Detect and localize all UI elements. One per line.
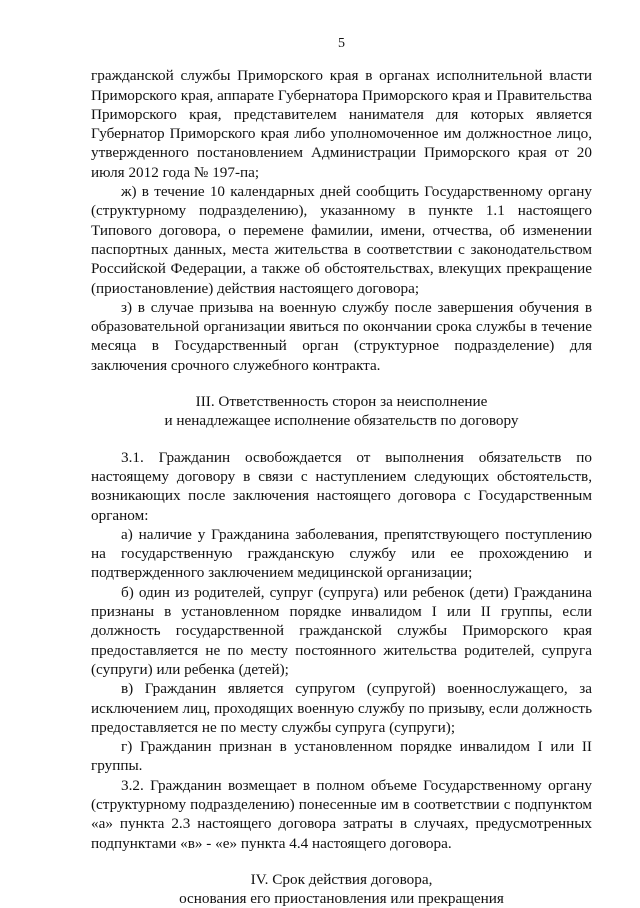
section-4-heading-line-2: основания его приостановления или прекращения <box>179 890 504 908</box>
paragraph-3-1: 3.1. Гражданин освобождается от выполнения обязательств по настоящему договору в связи с наступлением следующих обстоятельств, возникающих после заключения настоящего договора с Государственным органом: <box>91 448 592 524</box>
paragraph-item-zh: ж) в течение 10 календарных дней сообщить Государственному органу (структурному подразделению), указанному в пункте 1.1 настоящего Типового договора, о перемене фамилии, имени, отчества, об изменении паспортных данных, места жительства в соответствии с законодательством Российской Федерации, а также об обстоятельствах, влекущих прекращение (приостановление) действия настоящего договора; <box>91 183 592 297</box>
section-4-heading-line-1: IV. Срок действия договора, <box>250 870 433 888</box>
paragraph-3-1-a: а) наличие у Гражданина заболевания, препятствующего поступлению на государственную гражданскую службу или ее прохождению и подтвержденного заключением медицинской организации; <box>91 525 592 582</box>
section-3-heading-line-2: и ненадлежащее исполнение обязательств по договору <box>164 412 519 430</box>
paragraph-3-1-v: в) Гражданин является супругом (супругой) военнослужащего, за исключением лиц, проходящих военную службу по призыву, если должность предоставляется не по месту службы супруга (супруги); <box>91 680 592 736</box>
paragraph-3-1-g: г) Гражданин признан в установленном порядке инвалидом I или II группы. <box>91 738 592 775</box>
paragraph-3-1-b: б) один из родителей, супруг (супруга) или ребенок (дети) Гражданина признаны в установленном порядке инвалидом I или II группы, если должность государственной гражданской службы Приморского края предоставляется не по месту постоянного жительства родителей, супруга (супруги) или ребенка (детей); <box>91 583 592 678</box>
paragraph-3-2: 3.2. Гражданин возмещает в полном объеме Государственному органу (структурному подразделению) понесенные им в соответствии с подпунктом «а» пункта 2.3 настоящего договора затраты в случаях, предусмотренных подпунктами «в» - «е» пункта 4.4 настоящего договора. <box>91 776 592 852</box>
paragraph-continuation: гражданской службы Приморского края в органах исполнительной власти Приморского края, аппарате Губернатора Приморского края и Правительства Приморского края, представителем нанимателя для которых является Губернатор Приморского края либо уполномоченное им должностное лицо, утвержденного постановлением Администрации Приморского края от 20 июля 2012 года № 197-па; <box>91 67 592 181</box>
paragraph-item-z: з) в случае призыва на военную службу после завершения обучения в образовательной организации явиться по окончании срока службы в течение месяца в Государственный орган (структурное подразделение) для заключения срочного служебного контракта. <box>91 298 592 374</box>
page-number: 5 <box>338 36 345 51</box>
section-3-heading-line-1: III. Ответственность сторон за неисполнение <box>195 393 488 411</box>
